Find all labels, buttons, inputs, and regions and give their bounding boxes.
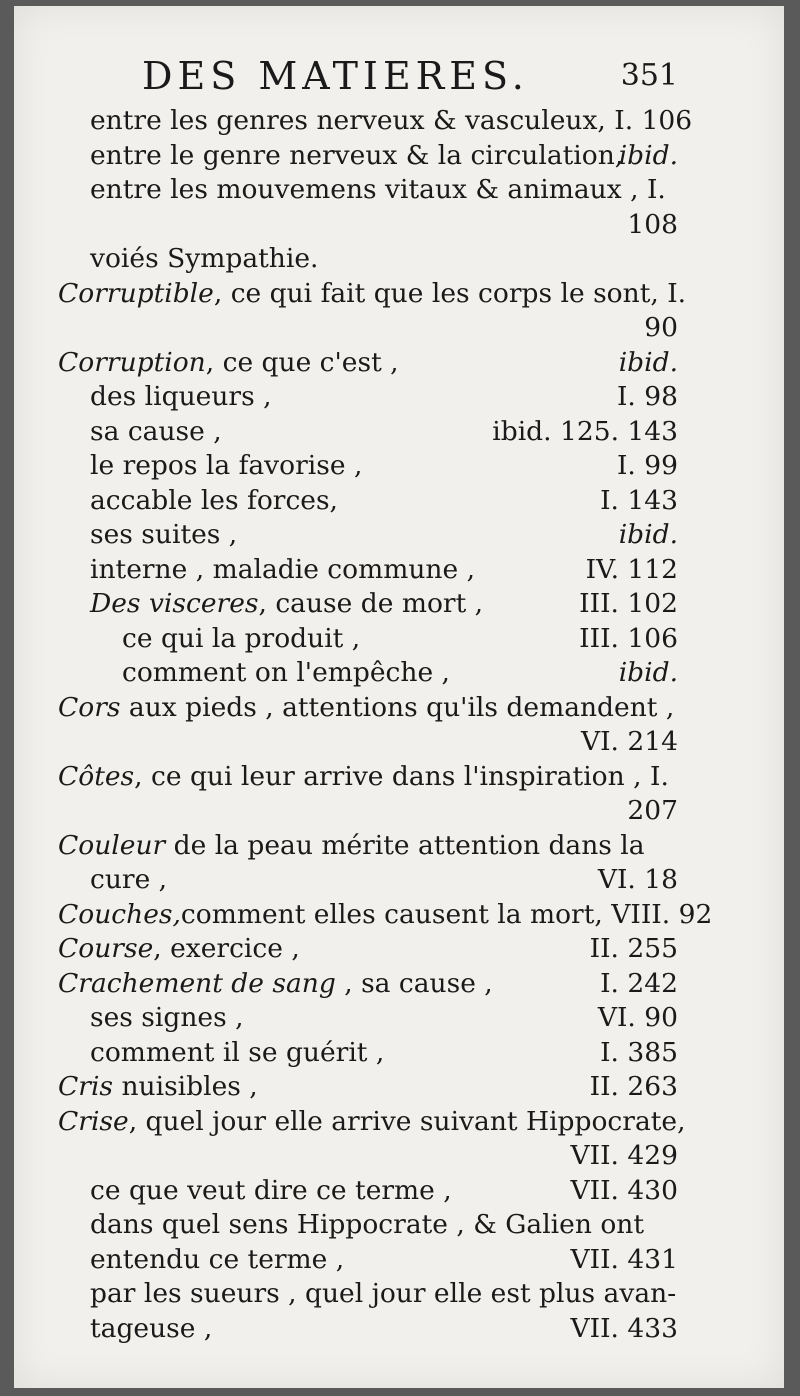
running-title: DES MATIERES. xyxy=(142,54,529,98)
index-line: tageuse , VII. 433 xyxy=(90,1312,784,1347)
page-reference: ibid. xyxy=(618,346,678,378)
index-line: ce que veut dire ce terme , VII. 430 xyxy=(90,1174,784,1209)
index-line: comment il se guérit , I. 385 xyxy=(90,1036,784,1071)
page-reference: I. 242 xyxy=(600,967,678,999)
index-line: Cors aux pieds , attentions qu'ils demandent , xyxy=(58,691,675,723)
index-line: Corruption, ce que c'est , ibid. xyxy=(58,346,784,381)
index-line: Crise, quel jour elle arrive suivant Hippocrate, xyxy=(58,1105,686,1137)
index-line: cure , VI. 18 xyxy=(90,863,784,898)
entry-term: Côtes xyxy=(58,760,135,792)
page-reference: II. 263 xyxy=(589,1071,678,1102)
page-reference: ibid. xyxy=(618,657,678,688)
index-line xyxy=(58,725,784,760)
page-reference: IV. 112 xyxy=(585,553,678,585)
index-line: Course, exercice , II. 255 xyxy=(58,932,784,967)
index-line: Couches,comment elles causent la mort, VIII. 92 xyxy=(58,898,713,930)
index-line: entre le genre nerveux & la circulation, ibid. xyxy=(90,139,784,174)
entry-term: Corruptible xyxy=(58,277,214,309)
page-reference: I. 143 xyxy=(600,484,678,516)
index-line: Crachement de sang , sa cause , I. 242 xyxy=(58,967,784,1002)
page-reference: VI. 214 xyxy=(580,726,678,757)
page-reference: III. 102 xyxy=(579,588,678,619)
index-line: ses suites , ibid. xyxy=(90,518,784,553)
entry-term: Couches, xyxy=(58,898,181,930)
page-reference: VI. 90 xyxy=(597,1002,678,1033)
index-line: interne , maladie commune , IV. 112 xyxy=(90,553,784,588)
page-number: 351 xyxy=(620,58,678,93)
index-line: Des visceres, cause de mort , III. 102 xyxy=(90,587,784,622)
page-reference: II. 255 xyxy=(589,933,678,964)
page-reference: 90 xyxy=(644,312,678,343)
index-line: dans quel sens Hippocrate , & Galien ont xyxy=(90,1209,644,1240)
page-reference: VII. 430 xyxy=(570,1174,678,1206)
entry-term: Corruption xyxy=(58,346,206,378)
page-reference: III. 106 xyxy=(579,622,678,654)
index-line: comment on l'empêche , ibid. xyxy=(122,656,784,691)
entry-term: Cors xyxy=(58,691,121,723)
index-line xyxy=(90,208,784,243)
page-reference: I. 385 xyxy=(600,1036,678,1068)
page-reference: VII. 433 xyxy=(570,1312,678,1344)
running-head xyxy=(14,54,784,104)
index-entries xyxy=(14,104,784,1346)
page-reference: ibid. xyxy=(618,139,678,171)
index-line: ses signes , VI. 90 xyxy=(90,1001,784,1036)
page-reference: ibid. 125. 143 xyxy=(492,415,678,447)
index-line: entre les genres nerveux & vasculeux, I. 106 xyxy=(90,105,693,136)
entry-term: Cris xyxy=(58,1071,114,1102)
index-line: des liqueurs , I. 98 xyxy=(90,380,784,415)
index-line: sa cause , ibid. 125. 143 xyxy=(90,415,784,450)
index-line: Corruptible, ce qui fait que les corps le sont, I. xyxy=(58,277,687,309)
page-reference: I. 98 xyxy=(616,381,678,412)
page-reference: I. 99 xyxy=(616,450,678,481)
page-reference: 108 xyxy=(627,208,678,240)
index-line: Cris nuisibles , II. 263 xyxy=(58,1070,784,1105)
index-line: entendu ce terme , VII. 431 xyxy=(90,1243,784,1278)
index-line: voiés Sympathie. xyxy=(90,243,319,274)
entry-term: Crachement de sang xyxy=(58,967,336,999)
index-line: Couleur de la peau mérite attention dans la xyxy=(58,829,645,861)
entry-term: Couleur xyxy=(58,829,166,861)
index-line xyxy=(58,311,784,346)
index-line: Côtes, ce qui leur arrive dans l'inspiration , I. xyxy=(58,760,669,792)
index-line xyxy=(58,1139,784,1174)
book-page xyxy=(14,6,784,1388)
index-line: le repos la favorise , I. 99 xyxy=(90,449,784,484)
index-line: entre les mouvemens vitaux & animaux , I. xyxy=(90,174,666,205)
entry-term: Des visceres xyxy=(90,588,259,619)
index-line: accable les forces, I. 143 xyxy=(90,484,784,519)
index-line: par les sueurs , quel jour elle est plus avan- xyxy=(90,1278,677,1309)
page-reference: VII. 431 xyxy=(570,1243,678,1275)
page-reference: VII. 429 xyxy=(570,1140,678,1171)
entry-term: Crise xyxy=(58,1105,129,1137)
page-reference: ibid. xyxy=(618,519,678,550)
entry-term: Course xyxy=(58,933,154,964)
page-reference: VI. 18 xyxy=(597,864,678,895)
index-line: ce qui la produit , III. 106 xyxy=(122,622,784,657)
index-line xyxy=(58,794,784,829)
page-reference: 207 xyxy=(627,795,678,826)
